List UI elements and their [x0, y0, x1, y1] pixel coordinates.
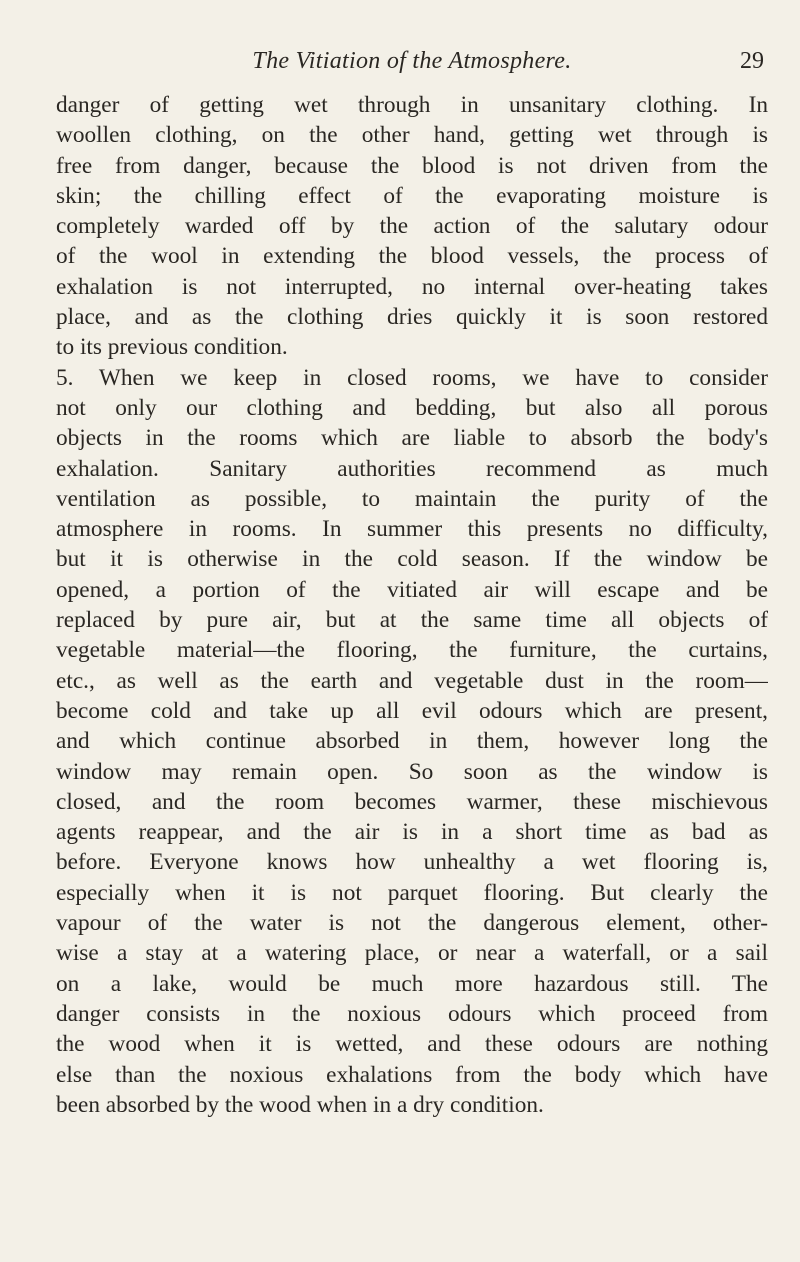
body-text — [56, 90, 768, 1120]
text-line: vegetable material—the flooring, the furniture, the curtains, — [56, 637, 768, 664]
text-line: agents reappear, and the air is in a short time as bad as — [56, 819, 768, 846]
text-line: ventilation as possible, to maintain the purity of the — [56, 485, 768, 512]
text-line: etc., as well as the earth and vegetable dust in the room— — [56, 667, 768, 694]
text-line: to its previous condition. — [56, 334, 288, 361]
book-page — [56, 48, 768, 1120]
text-line: place, and as the clothing dries quickly it is soon restored — [56, 304, 768, 331]
running-title: The Vitiation of the Atmosphere. — [252, 48, 572, 74]
text-line: vapour of the water is not the dangerous element, other- — [56, 910, 768, 937]
text-line: especially when it is not parquet flooring. But clearly the — [56, 879, 768, 906]
text-line: the wood when it is wetted, and these odours are nothing — [56, 1031, 768, 1058]
text-line: woollen clothing, on the other hand, getting wet through is — [56, 122, 768, 149]
text-line: atmosphere in rooms. In summer this presents no difficulty, — [56, 516, 768, 543]
text-line: 5. When we keep in closed rooms, we have to consider — [56, 364, 768, 391]
text-line: skin; the chilling effect of the evaporating moisture is — [56, 182, 768, 209]
text-line: wise a stay at a watering place, or near a waterfall, or a sail — [56, 940, 768, 967]
text-line: of the wool in extending the blood vessels, the process of — [56, 243, 768, 270]
text-line: before. Everyone knows how unhealthy a wet flooring is, — [56, 849, 768, 876]
text-line: and which continue absorbed in them, however long the — [56, 728, 768, 755]
text-line: but it is otherwise in the cold season. If the window be — [56, 546, 768, 573]
text-line: closed, and the room becomes warmer, these mischievous — [56, 788, 768, 815]
running-head — [56, 48, 768, 82]
text-line: objects in the rooms which are liable to absorb the body's — [56, 425, 768, 452]
text-line: completely warded off by the action of the salutary odour — [56, 213, 768, 240]
page-number: 29 — [740, 48, 764, 74]
text-line: not only our clothing and bedding, but also all porous — [56, 394, 768, 421]
text-line: danger consists in the noxious odours which proceed from — [56, 1000, 768, 1027]
text-line: else than the noxious exhalations from the body which have — [56, 1061, 768, 1088]
text-line: exhalation is not interrupted, no internal over-heating takes — [56, 273, 768, 300]
text-line: replaced by pure air, but at the same time all objects of — [56, 607, 768, 634]
text-line: danger of getting wet through in unsanitary clothing. In — [56, 92, 768, 118]
text-line: on a lake, would be much more hazardous still. The — [56, 970, 768, 997]
text-line: become cold and take up all evil odours which are present, — [56, 697, 768, 724]
text-line: window may remain open. So soon as the window is — [56, 758, 768, 785]
text-line: exhalation. Sanitary authorities recommend as much — [56, 455, 768, 482]
text-line: opened, a portion of the vitiated air will escape and be — [56, 576, 768, 603]
text-line: free from danger, because the blood is not driven from the — [56, 152, 768, 179]
text-line: been absorbed by the wood when in a dry condition. — [56, 1091, 544, 1118]
